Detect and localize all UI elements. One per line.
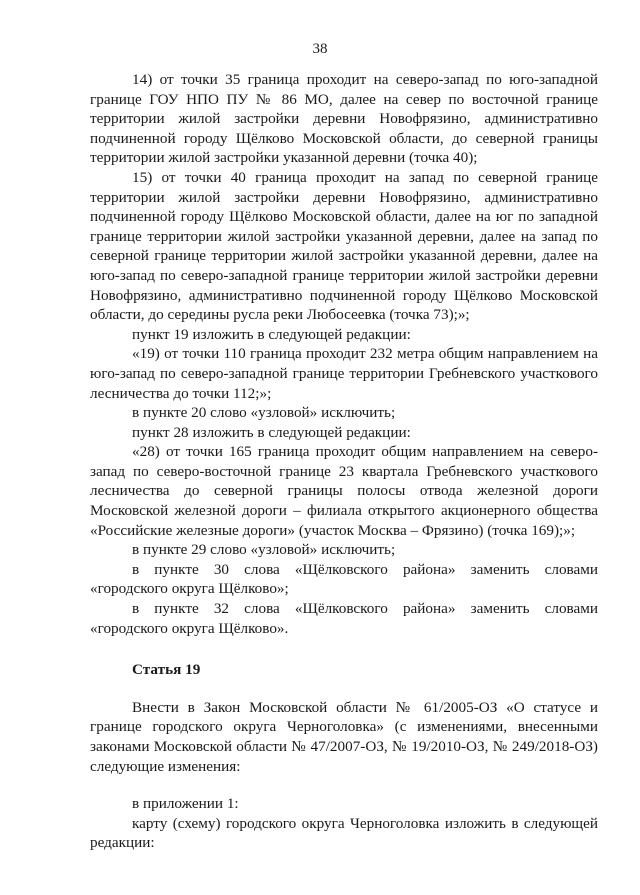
document-body [90,70,598,853]
paragraph-amend-point-28-intro: пункт 28 изложить в следующей редакции: [132,423,411,441]
page-number: 38 [312,41,328,57]
paragraph-amend-point-20: в пункте 20 слово «узловой» исключить; [132,404,396,422]
paragraph-amend-point-29: в пункте 29 слово «узловой» исключить; [132,541,396,559]
paragraph-amend-point-19-intro: пункт 19 изложить в следующей редакции: [132,325,411,343]
paragraph-appendix-1: в приложении 1: [132,795,239,813]
paragraph-amend-point-32: в пункте 32 слова «Щёлковского района» заменить словами «городского округа Щёлково». [90,600,598,637]
paragraph-point-14: 14) от точки 35 граница проходит на северо-запад по юго-западной границе ГОУ НПО ПУ № 86 МО, далее на север по восточной границе территории жилой застройки деревни Новофрязино, административно подчиненной городу Щёлково Московской области, до северной границы территории жилой застройки указанной деревни (точка 40); [90,71,598,167]
paragraph-amend-point-30: в пункте 30 слова «Щёлковского района» заменить словами «городского округа Щёлково»; [90,560,598,598]
paragraph-map-scheme: карту (схему) городского округа Черноголовка изложить в следующей редакции: [90,814,598,852]
paragraph-gap [90,776,598,794]
paragraph-point-15: 15) от точки 40 граница проходит на запад по северной границе территории жилой застройки деревни Новофрязино, административно подчиненной городу Щёлково Московской области, далее на юг по западной границе территории жилой застройки указанной деревни, далее на запад по северной границе территории жилой застройки указанной деревни, далее на юго-запад по северо-западной границе территории жилой застройки деревни Новофрязино, административно подчиненной городу Щёлково Московской области, до середины русла реки Любосеевка (точка 73);»; [90,168,598,324]
paragraph-point-19-new-text: «19) от точки 110 граница проходит 232 метра общим направлением на юго-запад по северо-западной границе территории Гребневского участкового лесничества до точки 112;»; [90,345,598,402]
article-heading: Статья 19 [132,661,201,679]
paragraph-point-28-new-text: «28) от точки 165 граница проходит общим направлением на северо-запад по северо-восточной границе 23 квартала Гребневского участкового лесничества до северной границы полосы отвода железной дороги Московской железной дороги – филиала открытого акционерного общества «Российские железные дороги» (участок Москва – Фрязино) (точка 169);»; [90,443,598,539]
paragraph-article-19-intro: Внести в Закон Московской области № 61/2005-ОЗ «О статусе и границе городского округа Черноголовка» (с изменениями, внесенными законами Московской области № 47/2007-ОЗ, № 19/2010-ОЗ, № 249/2018-ОЗ) следующие изменения: [90,698,598,775]
